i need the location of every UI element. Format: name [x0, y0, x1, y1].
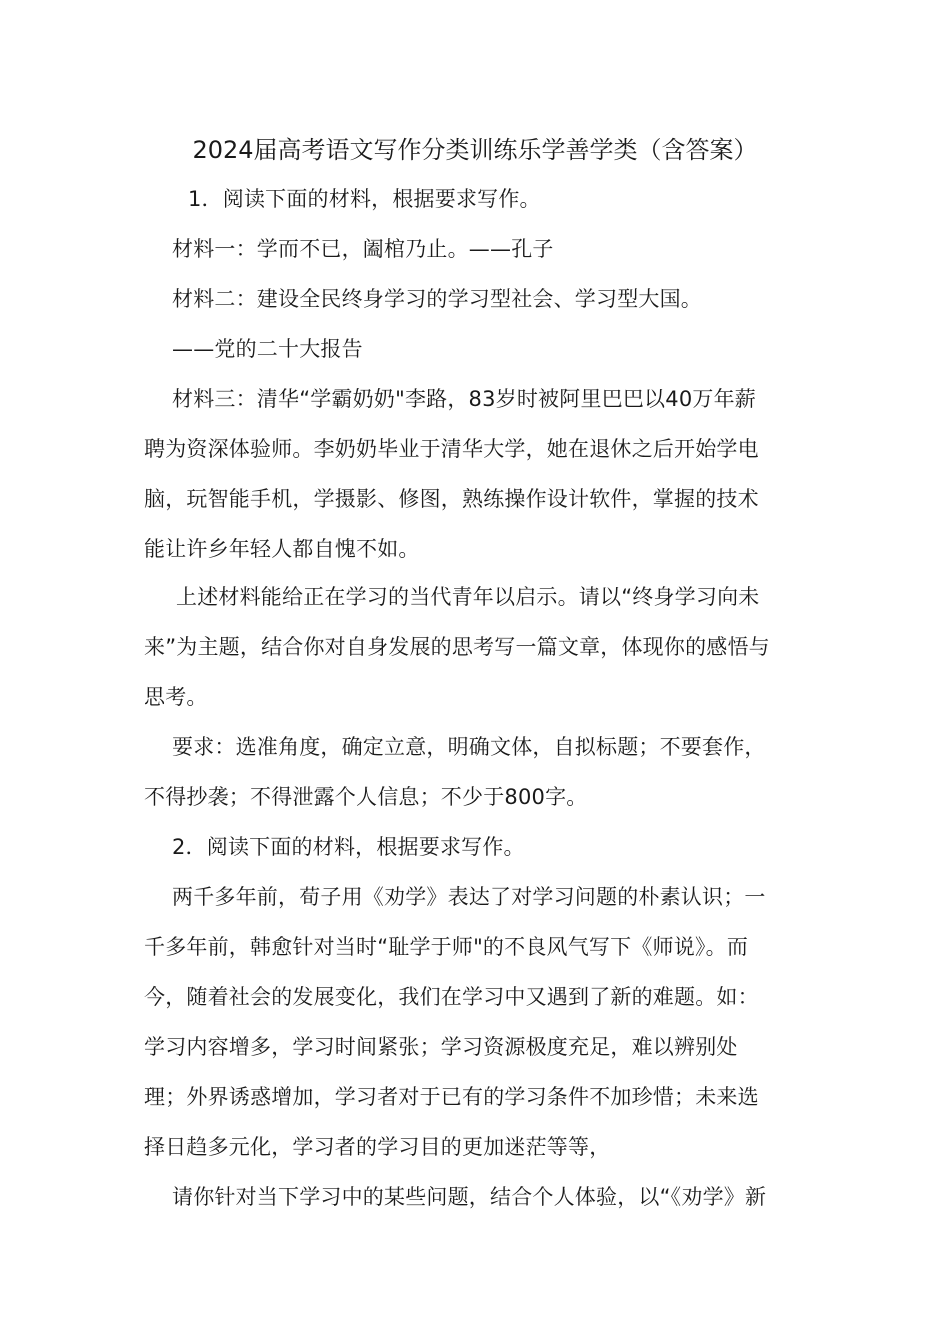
requirements-line: 不得抄袭；不得泄露个人信息；不少于800字。	[144, 785, 588, 809]
material-2: 材料二：建设全民终身学习的学习型社会、学习型大国。	[172, 287, 702, 311]
document-title: 2024届高考语文写作分类训练乐学善学类（含答案）	[192, 136, 758, 164]
material-3-line: 能让许乡年轻人都自愧不如。	[144, 537, 420, 561]
requirements-line: 要求：选准角度，确定立意，明确文体，自拟标题；不要套作，	[172, 735, 766, 759]
question-2-body-line: 学习内容增多，学习时间紧张；学习资源极度充足，难以辨别处	[144, 1035, 738, 1059]
question-2-body-line: 择日趋多元化，学习者的学习目的更加迷茫等等，	[144, 1135, 611, 1159]
question-2-body-line: 千多年前，韩愈针对当时“耻学于师"的不良风气写下《师说》。而	[144, 935, 749, 959]
task-instruction-line: 上述材料能给正在学习的当代青年以启示。请以“终身学习向未	[176, 585, 760, 609]
question-1-prompt: 1．阅读下面的材料，根据要求写作。	[188, 187, 541, 211]
question-2-body-line: 今，随着社会的发展变化，我们在学习中又遇到了新的难题。如：	[144, 985, 759, 1009]
question-2-body-line: 两千多年前，荀子用《劝学》表达了对学习问题的朴素认识；一	[172, 885, 766, 909]
task-instruction-line: 思考。	[144, 685, 208, 709]
question-2-prompt: 2．阅读下面的材料，根据要求写作。	[172, 835, 525, 859]
material-1: 材料一：学而不已，阖棺乃止。——孔子	[172, 237, 554, 261]
question-2-task-line: 请你针对当下学习中的某些问题，结合个人体验，以“《劝学》新	[172, 1185, 767, 1209]
material-3-line: 脑，玩智能手机，学摄影、修图，熟练操作设计软件，掌握的技术	[144, 487, 759, 511]
material-2-source: ——党的二十大报告	[172, 337, 363, 361]
task-instruction-line: 来”为主题，结合你对自身发展的思考写一篇文章，体现你的感悟与	[144, 635, 770, 659]
question-2-body-line: 理；外界诱惑增加，学习者对于已有的学习条件不加珍惜；未来选	[144, 1085, 759, 1109]
material-3-line: 聘为资深体验师。李奶奶毕业于清华大学，她在退休之后开始学电	[144, 437, 759, 461]
material-3-line: 材料三：清华“学霸奶奶"李路，83岁时被阿里巴巴以40万年薪	[172, 387, 756, 411]
